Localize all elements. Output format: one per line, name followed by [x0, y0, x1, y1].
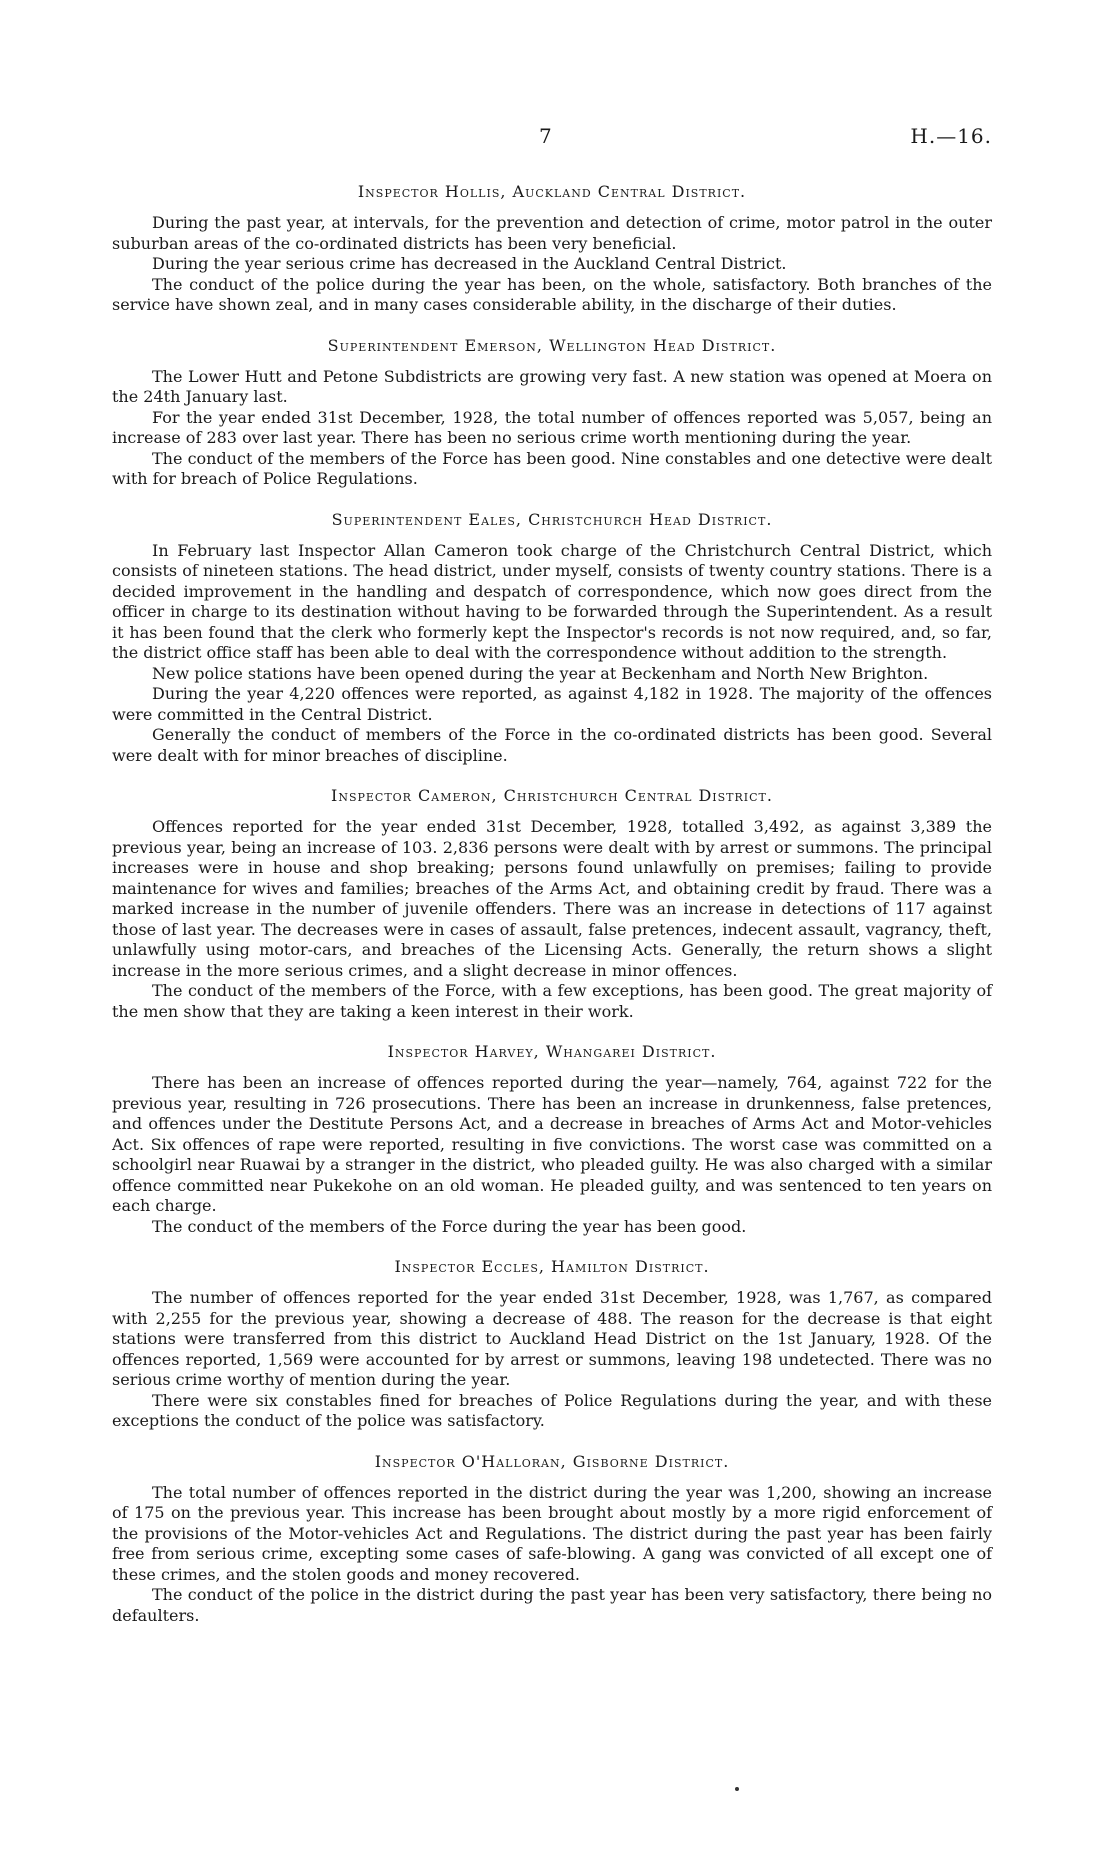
- district-report-section: [112, 1452, 992, 1627]
- ink-dot: [735, 1787, 739, 1791]
- district-report-section: [112, 1042, 992, 1237]
- body-paragraph: The Lower Hutt and Petone Subdistricts are growing very fast. A new station was opened at Moera on the 24th January last.: [112, 366, 992, 406]
- body-paragraph: During the year 4,220 offences were reported, as against 4,182 in 1928. The majority of the offences were committed in the Central District.: [112, 684, 992, 724]
- page-number: 7: [539, 124, 552, 148]
- body-paragraph: The conduct of the members of the Force has been good. Nine constables and one detective were dealt with for breach of Police Regulations.: [112, 448, 992, 488]
- page-header: [112, 124, 992, 154]
- district-report-section: [112, 336, 992, 490]
- body-paragraph: Generally the conduct of members of the Force in the co-ordinated districts has been good. Several were dealt with for minor breaches of discipline.: [112, 725, 992, 765]
- document-reference: H.—16.: [910, 124, 992, 148]
- district-report-section: [112, 1257, 992, 1432]
- body-paragraph: New police stations have been opened during the year at Beckenham and North New Brighton.: [152, 663, 929, 683]
- section-heading: Inspector Hollis, Auckland Central District.: [357, 182, 747, 201]
- section-heading: Inspector O'Halloran, Gisborne District.: [374, 1451, 730, 1471]
- body-paragraph: During the year serious crime has decreased in the Auckland Central District.: [152, 254, 787, 273]
- report-body: [112, 182, 992, 1626]
- section-heading: Inspector Cameron, Christchurch Central District.: [331, 786, 773, 805]
- section-heading: Superintendent Emerson, Wellington Head District.: [327, 335, 777, 355]
- body-paragraph: The number of offences reported for the year ended 31st December, 1928, was 1,767, as compared with 2,255 for the previous year, showing a decrease of 488. The reason for the decrease is that eight stations were transferred from this district to Auckland Head District on the 1st January, 1928. Of the offences reported, 1,569 were accounted for by arrest or summons, leaving 198 undetected. There was no serious crime worthy of mention during the year.: [112, 1288, 992, 1389]
- body-paragraph: The conduct of the members of the Force, with a few exceptions, has been good. The great majority of the men show that they are taking a keen interest in their work.: [112, 981, 992, 1021]
- section-heading: Superintendent Eales, Christchurch Head District.: [331, 509, 773, 529]
- page: [112, 124, 992, 1646]
- body-paragraph: The total number of offences reported in the district during the year was 1,200, showing an increase of 175 on the previous year. This increase has been brought about mostly by a more rigid enforcement of the provisions of the Motor-vehicles Act and Regulations. The district during the past year has been fairly free from serious crime, excepting some cases of safe-blowing. A gang was convicted of all except one of these crimes, and the stolen goods and money recovered.: [112, 1482, 992, 1584]
- district-report-section: [112, 786, 992, 1022]
- body-paragraph: In February last Inspector Allan Cameron took charge of the Christchurch Central District, which consists of nineteen stations. The head district, under myself, consists of twenty country stations. There is a decided improvement in the handling and despatch of correspondence, which now goes direct from the officer in charge to its destination without having to be forwarded through the Superintendent. As a result it has been found that the clerk who formerly kept the Inspector's records is not now required, and, so far, the district office staff has been able to deal with the correspondence without addition to the strength.: [112, 540, 992, 662]
- body-paragraph: There has been an increase of offences reported during the year—namely, 764, against 722 for the previous year, resulting in 726 prosecutions. There has been an increase in drunkenness, false pretences, and offences under the Destitute Persons Act, and a decrease in breaches of Arms Act and Motor-vehicles Act. Six offences of rape were reported, resulting in five convictions. The worst case was committed on a schoolgirl near Ruawai by a stranger in the district, who pleaded guilty. He was also charged with a similar offence committed near Pukekohe on an old woman. He pleaded guilty, and was sentenced to ten years on each charge.: [112, 1073, 992, 1215]
- district-report-section: [112, 510, 992, 767]
- body-paragraph: The conduct of the police in the district during the past year has been very satisfactory, there being no defaulters.: [112, 1585, 992, 1625]
- body-paragraph: The conduct of the police during the year has been, on the whole, satisfactory. Both branches of the service have shown zeal, and in many cases considerable ability, in the discharge of their duties.: [112, 274, 992, 314]
- district-report-section: [112, 182, 992, 316]
- section-heading: Inspector Eccles, Hamilton District.: [394, 1257, 710, 1276]
- body-paragraph: The conduct of the members of the Force during the year has been good.: [152, 1216, 747, 1236]
- section-heading: Inspector Harvey, Whangarei District.: [387, 1042, 717, 1061]
- body-paragraph: For the year ended 31st December, 1928, the total number of offences reported was 5,057, being an increase of 283 over last year. There has been no serious crime worth mentioning during the year.: [112, 407, 992, 447]
- body-paragraph: Offences reported for the year ended 31st December, 1928, totalled 3,492, as against 3,389 the previous year, being an increase of 103. 2,836 persons were dealt with by arrest or summons. The principal increases were in house and shop breaking; persons found unlawfully on premises; failing to provide maintenance for wives and families; breaches of the Arms Act, and obtaining credit by fraud. There was a marked increase in the number of juvenile offenders. There was an increase in detections of 117 against those of last year. The decreases were in cases of assault, false pretences, indecent assault, vagrancy, theft, unlawfully using motor-cars, and breaches of the Licensing Acts. Generally, the return shows a slight increase in the more serious crimes, and a slight decrease in minor offences.: [112, 817, 992, 980]
- body-paragraph: There were six constables fined for breaches of Police Regulations during the year, and with these exceptions the conduct of the police was satisfactory.: [112, 1390, 992, 1430]
- body-paragraph: During the past year, at intervals, for the prevention and detection of crime, motor patrol in the outer suburban areas of the co-ordinated districts has been very beneficial.: [112, 213, 992, 253]
